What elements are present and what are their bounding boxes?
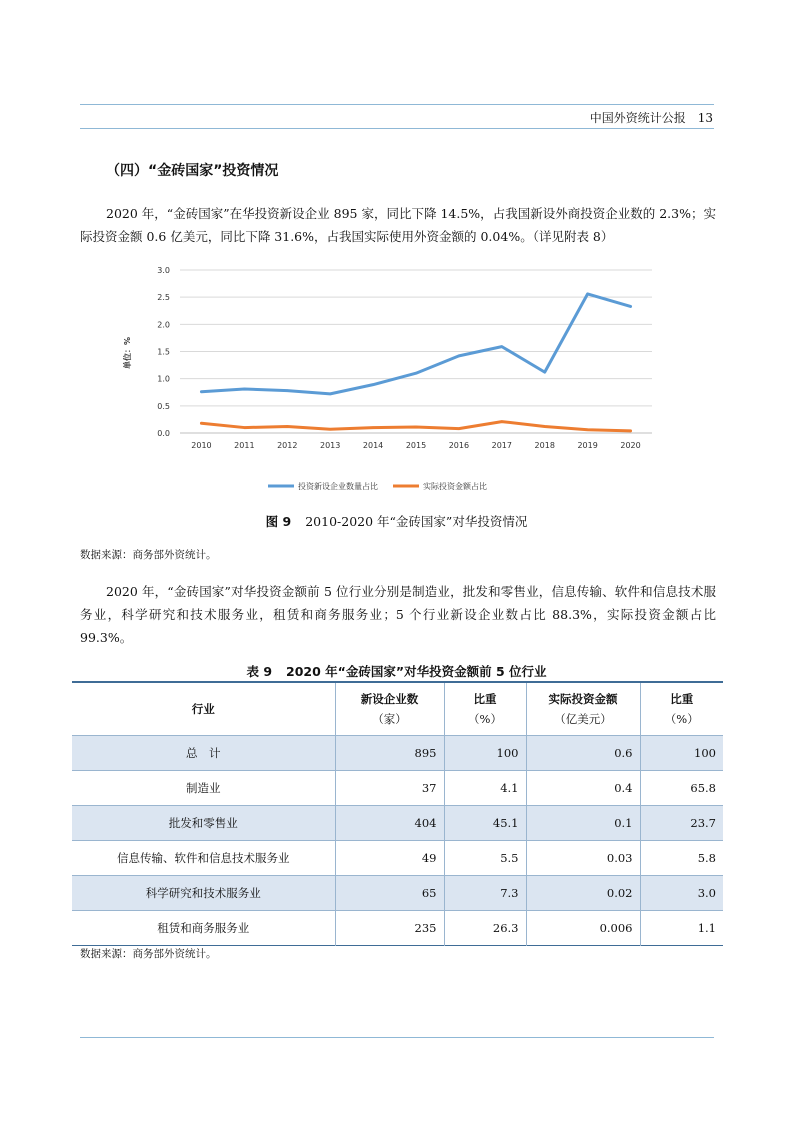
data-point xyxy=(329,393,331,395)
actual-investment-cell: 0.4 xyxy=(526,771,640,806)
new-firms-cell: 404 xyxy=(335,806,444,841)
new-firms-cell: 65 xyxy=(335,876,444,911)
x-tick-label: 2018 xyxy=(534,441,555,450)
x-tick-label: 2010 xyxy=(191,441,212,450)
data-point xyxy=(329,428,331,430)
share-firms-cell: 5.5 xyxy=(444,841,526,876)
header-rule-bottom xyxy=(80,128,714,129)
figure-label: 图 9 xyxy=(265,514,292,529)
share-firms-cell: 7.3 xyxy=(444,876,526,911)
industry-table xyxy=(72,681,723,946)
industry-cell: 制造业 xyxy=(72,771,335,806)
table-row xyxy=(72,911,723,946)
data-point xyxy=(458,355,460,357)
data-source-note: 数据来源：商务部外资统计。 xyxy=(80,948,217,960)
actual-investment-cell: 0.6 xyxy=(526,736,640,771)
actual-investment-cell: 0.02 xyxy=(526,876,640,911)
share-investment-cell: 100 xyxy=(640,736,723,771)
actual-investment-cell: 0.03 xyxy=(526,841,640,876)
figure-caption-text: 2010-2020 年“金砖国家”对华投资情况 xyxy=(305,514,528,529)
chart-grid xyxy=(180,270,652,433)
line-chart xyxy=(118,258,664,498)
data-source-note: 数据来源：商务部外资统计。 xyxy=(80,549,217,561)
y-tick-label: 3.0 xyxy=(157,266,170,275)
y-axis-label: 单位：% xyxy=(123,336,132,370)
table-header-row xyxy=(72,682,723,736)
new-firms-cell: 49 xyxy=(335,841,444,876)
data-point xyxy=(586,293,588,295)
data-point xyxy=(458,427,460,429)
data-point xyxy=(544,425,546,427)
x-tick-label: 2011 xyxy=(234,441,255,450)
data-point xyxy=(629,305,631,307)
data-point xyxy=(372,383,374,385)
data-point xyxy=(629,430,631,432)
share-investment-cell: 5.8 xyxy=(640,841,723,876)
table-caption xyxy=(0,662,793,680)
table-header-new-firms: 新设企业数 （家） xyxy=(335,682,444,736)
share-firms-cell: 45.1 xyxy=(444,806,526,841)
x-tick-label: 2014 xyxy=(362,441,384,450)
data-point xyxy=(286,425,288,427)
share-investment-cell: 1.1 xyxy=(640,911,723,946)
x-tick-label: 2013 xyxy=(320,441,341,450)
industry-cell: 租赁和商务服务业 xyxy=(72,911,335,946)
y-tick-label: 2.5 xyxy=(157,293,170,303)
y-tick-label: 1.0 xyxy=(157,374,170,384)
header-rule-top xyxy=(80,104,714,105)
page-number: 13 xyxy=(697,111,713,125)
x-tick-label: 2017 xyxy=(491,441,512,450)
chart-legend xyxy=(268,481,487,491)
y-tick-label: 1.5 xyxy=(157,347,170,357)
footer-rule xyxy=(80,1037,714,1038)
data-point xyxy=(286,389,288,391)
legend-label: 实际投资金额占比 xyxy=(423,482,487,491)
data-point xyxy=(200,391,202,393)
table-caption-text: 2020 年“金砖国家”对华投资金额前 5 位行业 xyxy=(286,664,547,679)
share-investment-cell: 3.0 xyxy=(640,876,723,911)
industry-cell: 科学研究和技术服务业 xyxy=(72,876,335,911)
share-investment-cell: 23.7 xyxy=(640,806,723,841)
share-firms-cell: 100 xyxy=(444,736,526,771)
new-firms-cell: 235 xyxy=(335,911,444,946)
table-row xyxy=(72,806,723,841)
paragraph-2: 2020 年，“金砖国家”对华投资金额前 5 位行业分别是制造业，批发和零售业，信息传输、软件和信息技术服务业，科学研究和技术服务业，租赁和商务服务业；5 个行业新设企业数占比 88.3%，实际投资金额占比 99.3%。 xyxy=(80,584,716,645)
data-point xyxy=(501,345,503,347)
data-point xyxy=(372,426,374,428)
actual-investment-cell: 0.1 xyxy=(526,806,640,841)
new-firms-cell: 895 xyxy=(335,736,444,771)
data-point xyxy=(415,426,417,428)
data-point xyxy=(586,429,588,431)
table-header-industry: 行业 xyxy=(72,682,335,736)
x-tick-label: 2016 xyxy=(448,441,470,450)
chart-series xyxy=(200,293,631,432)
y-tick-labels xyxy=(157,266,170,438)
running-header xyxy=(590,109,713,126)
y-tick-label: 0.0 xyxy=(157,429,170,438)
table-label: 表 9 xyxy=(246,664,273,679)
header-title: 中国外资统计公报 xyxy=(589,111,686,125)
figure-caption xyxy=(0,512,793,530)
data-point xyxy=(200,422,202,424)
paragraph-1: 2020 年，“金砖国家”在华投资新设企业 895 家，同比下降 14.5%，占我国新设外商投资企业数的 2.3%；实际投资金额 0.6 亿美元，同比下降 31.6%，占我国实际使用外资金额的 0.04%。（详见附表 8） xyxy=(80,206,716,244)
x-tick-label: 2020 xyxy=(620,441,641,450)
x-tick-label: 2019 xyxy=(577,441,598,450)
section-title: （四）“金砖国家”投资情况 xyxy=(106,163,279,179)
share-investment-cell: 65.8 xyxy=(640,771,723,806)
x-tick-labels xyxy=(191,441,640,450)
share-firms-cell: 26.3 xyxy=(444,911,526,946)
data-point xyxy=(243,388,245,390)
data-point xyxy=(243,426,245,428)
actual-investment-cell: 0.006 xyxy=(526,911,640,946)
table-header-share-firms: 比重 （%） xyxy=(444,682,526,736)
industry-cell: 总 计 xyxy=(72,736,335,771)
new-firms-cell: 37 xyxy=(335,771,444,806)
data-point xyxy=(544,371,546,373)
y-tick-label: 2.0 xyxy=(157,320,170,330)
data-point xyxy=(415,372,417,374)
table-row xyxy=(72,876,723,911)
share-firms-cell: 4.1 xyxy=(444,771,526,806)
table-header-actual-investment: 实际投资金额 （亿美元） xyxy=(526,682,640,736)
x-tick-label: 2012 xyxy=(277,441,298,450)
y-tick-label: 0.5 xyxy=(157,401,170,411)
data-point xyxy=(501,420,503,422)
legend-label: 投资新设企业数量占比 xyxy=(298,482,378,491)
table-header-share-investment: 比重 （%） xyxy=(640,682,723,736)
industry-cell: 批发和零售业 xyxy=(72,806,335,841)
x-tick-label: 2015 xyxy=(405,441,427,450)
table-row xyxy=(72,841,723,876)
table-row xyxy=(72,736,723,771)
table-row xyxy=(72,771,723,806)
industry-cell: 信息传输、软件和信息技术服务业 xyxy=(72,841,335,876)
